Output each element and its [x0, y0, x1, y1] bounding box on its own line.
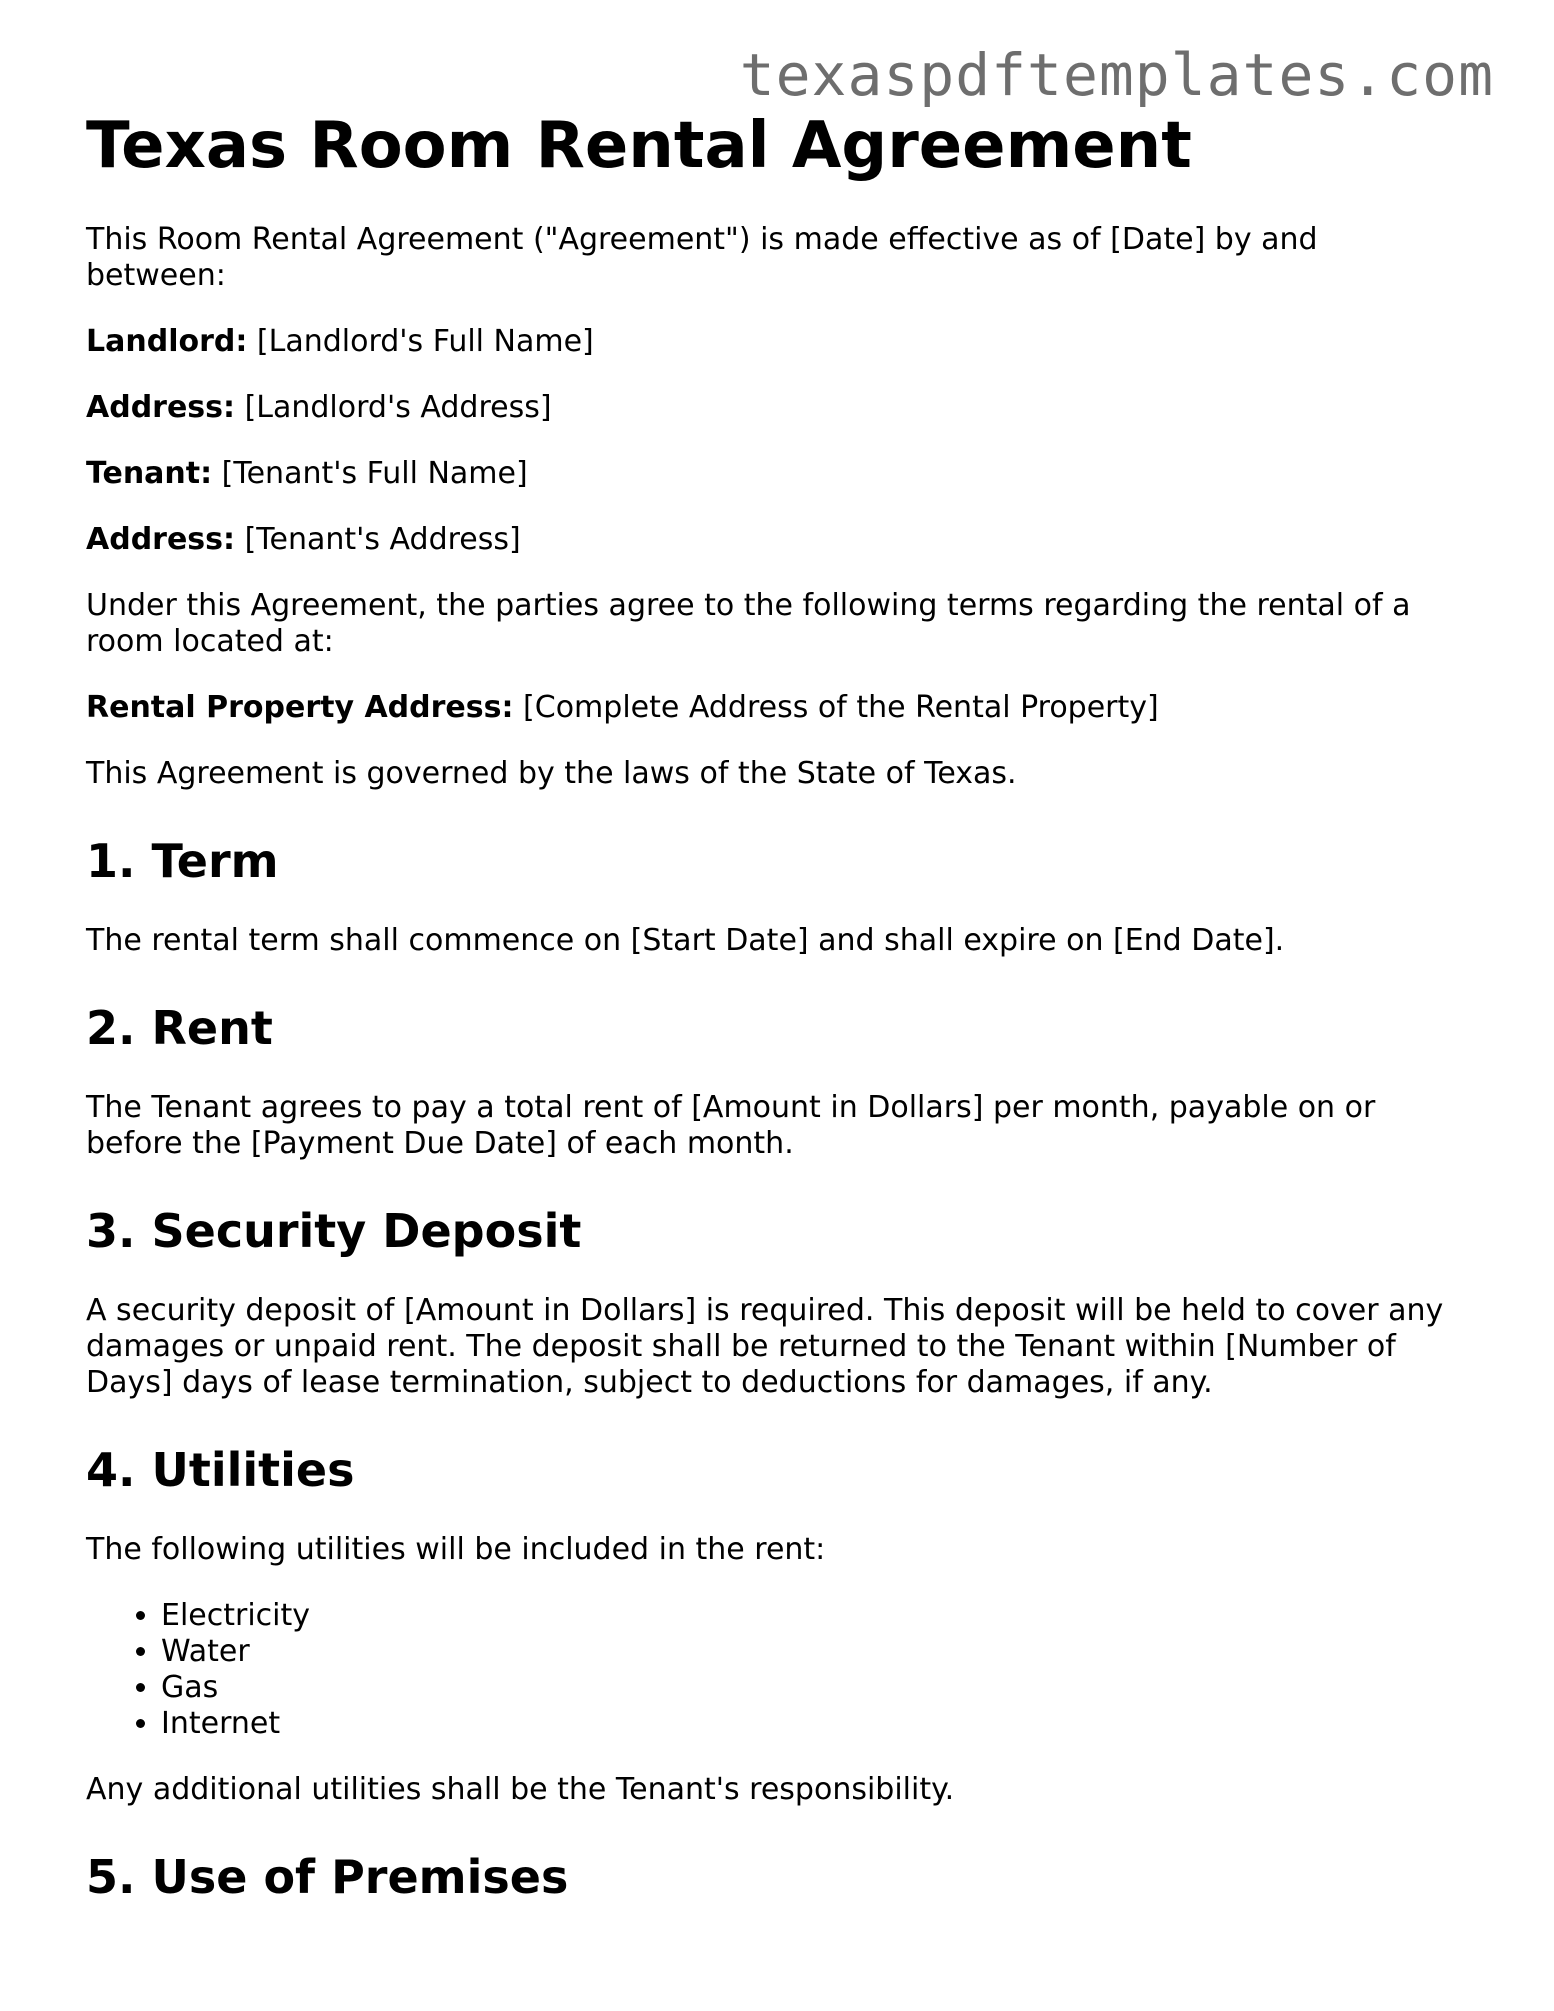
tenant-name-line: [86, 456, 1466, 492]
section-heading-security-deposit: 3. Security Deposit: [86, 1203, 582, 1258]
tenant-address-line: [86, 522, 1466, 558]
intro-paragraph: This Room Rental Agreement ("Agreement") is made effective as of [Date] by and between:: [86, 221, 1318, 293]
governing-law-paragraph: This Agreement is governed by the laws of the State of Texas.: [86, 755, 1017, 791]
landlord-address-line: [86, 390, 1466, 426]
section-body-utilities: The following utilities will be included in the rent:: [86, 1532, 826, 1568]
field-value: [Landlord's Full Name]: [256, 323, 594, 359]
field-label: Address:: [86, 521, 236, 557]
section-body-rent: The Tenant agrees to pay a total rent of [Amount in Dollars] per month, payable on or before the [Payment Due Date] of each month.: [86, 1089, 1376, 1161]
field-label: Rental Property Address:: [86, 689, 514, 725]
terms-intro-paragraph: Under this Agreement, the parties agree to the following terms regarding the rental of a room located at:: [86, 587, 1411, 659]
field-label: Tenant:: [86, 455, 213, 491]
document-title: Texas Room Rental Agreement: [86, 109, 1192, 183]
section-heading-utilities: 4. Utilities: [86, 1443, 355, 1498]
list-item: • Gas: [161, 1670, 1466, 1706]
section-heading-rent: 2. Rent: [86, 1000, 273, 1055]
field-label: Address:: [86, 389, 236, 425]
document-page: [86, 110, 1466, 1906]
field-value: [Landlord's Address]: [244, 389, 552, 425]
landlord-name-line: [86, 324, 1466, 360]
property-address-line: [86, 690, 1466, 726]
list-item: • Internet: [161, 1706, 1466, 1742]
field-value: [Tenant's Address]: [244, 521, 521, 557]
section-heading-use-of-premises: 5. Use of Premises: [86, 1850, 569, 1905]
list-item: • Electricity: [161, 1598, 1466, 1634]
field-value: [Tenant's Full Name]: [221, 455, 528, 491]
watermark: texaspdftemplates.com: [739, 41, 1494, 109]
section-body-security-deposit: A security deposit of [Amount in Dollars] is required. This deposit will be held to cover any damages or unpaid rent. The deposit shall be returned to the Tenant within [Number of Days] days of lease termination, subject to deductions for damages, if any.: [86, 1293, 1444, 1401]
utilities-list: [86, 1598, 1466, 1742]
field-label: Landlord:: [86, 323, 248, 359]
section-heading-term: 1. Term: [86, 833, 279, 888]
utilities-footer-paragraph: Any additional utilities shall be the Tenant's responsibility.: [86, 1772, 955, 1808]
section-body-term: The rental term shall commence on [Start Date] and shall expire on [End Date].: [86, 922, 1285, 958]
field-value: [Complete Address of the Rental Property]: [523, 689, 1159, 725]
list-item: • Water: [161, 1634, 1466, 1670]
